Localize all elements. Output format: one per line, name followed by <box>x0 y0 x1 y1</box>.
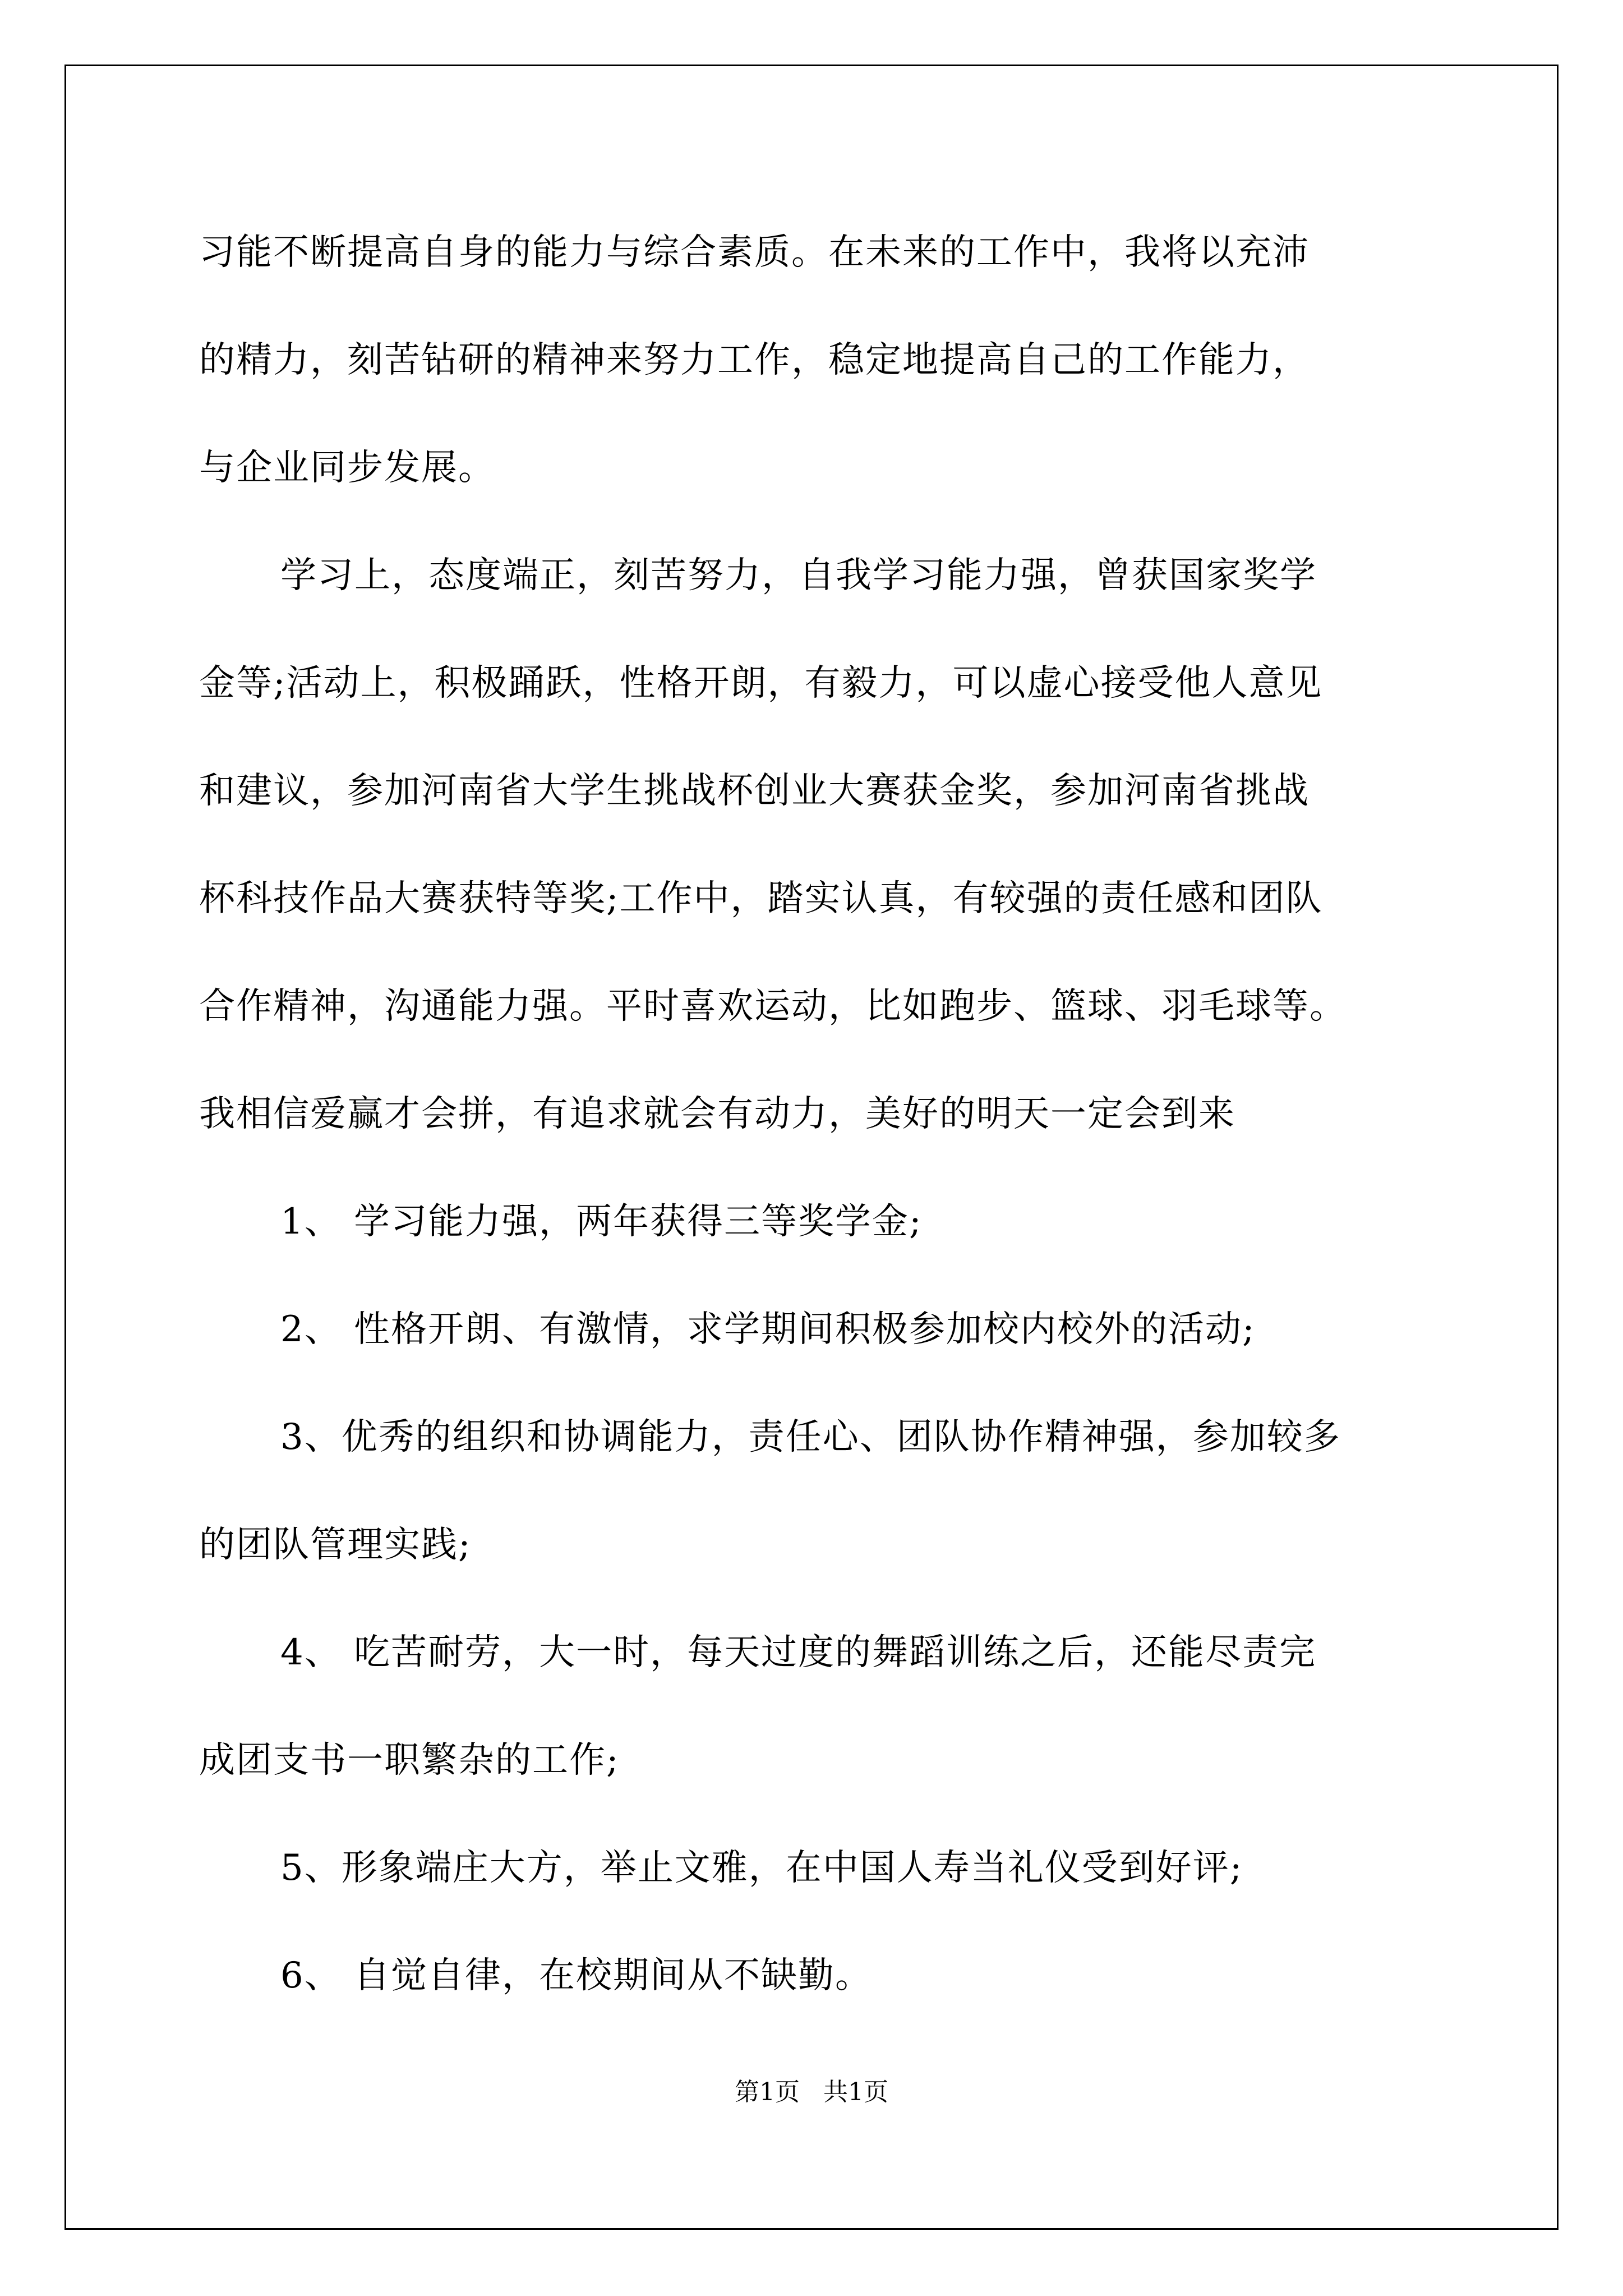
list-item: 2、 性格开朗、有激情，求学期间积极参加校内校外的活动; <box>280 1309 1256 1350</box>
text-line: 杯科技作品大赛获特等奖;工作中，踏实认真，有较强的责任感和团队 <box>199 878 1323 919</box>
page-border <box>64 65 1559 2230</box>
list-item: 5、形象端庄大方，举止文雅，在中国人寿当礼仪受到好评; <box>280 1847 1243 1889</box>
list-item: 6、 自觉自律，在校期间从不缺勤。 <box>280 1955 873 1996</box>
text-line: 的精力，刻苦钻研的精神来努力工作，稳定地提高自己的工作能力， <box>199 339 1310 381</box>
text-line: 的团队管理实践; <box>199 1524 472 1566</box>
text-line: 成团支书一职繁杂的工作; <box>199 1740 620 1781</box>
text-line: 金等;活动上，积极踊跃，性格开朗，有毅力，可以虚心接受他人意见 <box>199 662 1323 704</box>
text-line: 我相信爱赢才会拼，有追求就会有动力，美好的明天一定会到来 <box>199 1093 1235 1135</box>
text-line: 和建议，参加河南省大学生挑战杯创业大赛获金奖，参加河南省挑战 <box>199 770 1310 812</box>
text-line: 学习上，态度端正，刻苦努力，自我学习能力强，曾获国家奖学 <box>280 555 1317 596</box>
page-footer: 第1页 共1页 <box>735 2078 888 2106</box>
text-line: 合作精神，沟通能力强。平时喜欢运动，比如跑步、篮球、羽毛球等。 <box>199 986 1347 1027</box>
list-item: 4、 吃苦耐劳，大一时，每天过度的舞蹈训练之后，还能尽责完 <box>280 1632 1317 1673</box>
list-item: 1、 学习能力强，两年获得三等奖学金; <box>280 1201 923 1243</box>
text-line: 习能不断提高自身的能力与综合素质。在未来的工作中，我将以充沛 <box>199 232 1310 273</box>
list-item: 3、优秀的组织和协调能力，责任心、团队协作精神强，参加较多 <box>280 1416 1341 1458</box>
text-line: 与企业同步发展。 <box>199 447 495 489</box>
